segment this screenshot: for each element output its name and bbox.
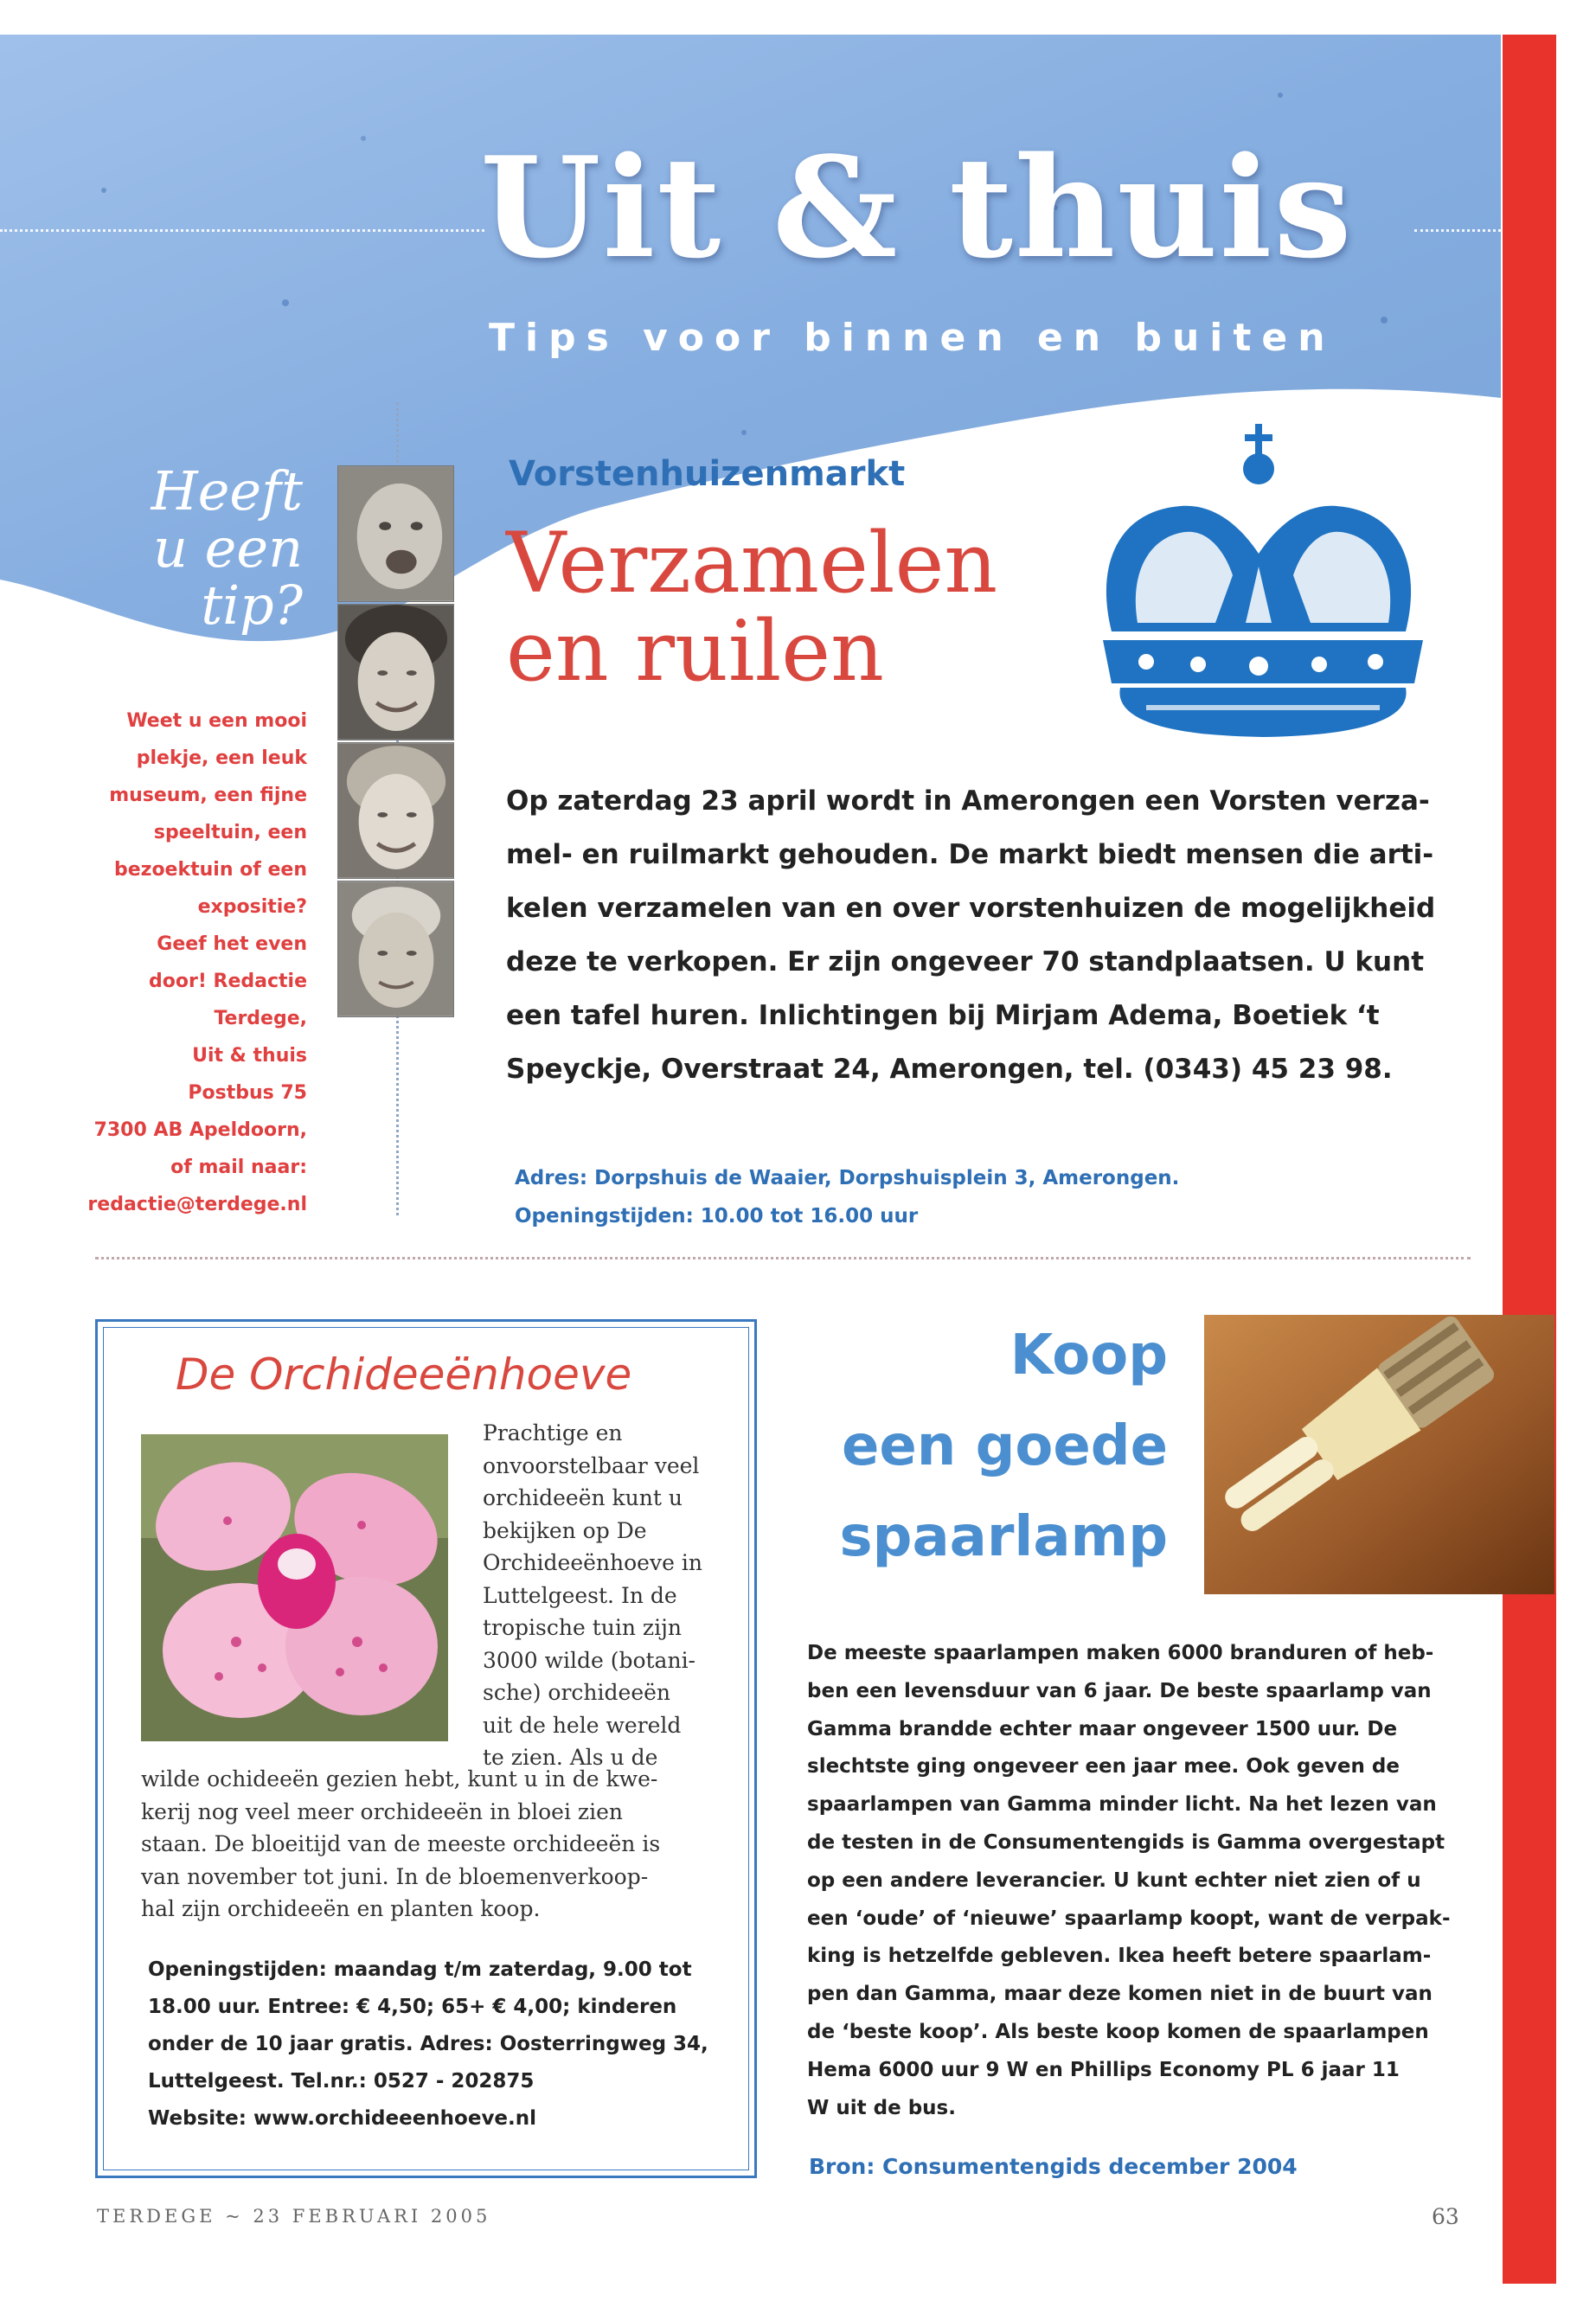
orchid-info-line: onder de 10 jaar gratis. Adres: Oosterringweg 34, [148,2033,708,2055]
headline-line: en ruilen [506,603,884,700]
tip-text-line: of mail naar: [170,1157,307,1178]
orchid-text-line: Prachtige en [483,1420,623,1445]
orchid-website: Website: www.orchideeenhoeve.nl [148,2107,537,2130]
spaarlamp-body-line: Gamma brandde echter maar ongeveer 1500 uur. De [807,1717,1398,1740]
tip-text-line: 7300 AB Apeldoorn, [93,1119,307,1141]
tip-heading [130,459,303,637]
title-dotted-rule-left [0,229,484,232]
tip-text-line: Postbus 75 [188,1082,307,1104]
title-dotted-rule-right [1414,229,1501,232]
article-address: Adres: Dorpshuis de Waaier, Dorpshuisplein 3, Amerongen. [515,1167,1180,1189]
orchid-text-line: uit de hele wereld [483,1712,682,1738]
article-body-line: Op zaterdag 23 april wordt in Amerongen een Vorsten verza- [506,785,1430,817]
portrait-photo-woman-1 [337,604,454,740]
orchid-text-continued [141,1763,729,1926]
spaarlamp-body-line: een ‘oude’ of ‘nieuwe’ spaarlamp koopt, want de verpak- [807,1907,1451,1930]
orchid-info-line: Openingstijden: maandag t/m zaterdag, 9.00 tot [148,1958,692,1981]
portrait-photo-woman-2 [337,742,454,879]
tip-text-line: museum, een fijne [109,785,307,806]
orchid-article-box [95,1319,757,2178]
article-body-line: een tafel huren. Inlichtingen bij Mirjam Adema, Boetiek ‘t [506,1000,1380,1031]
footer-publication: TERDEGE ~ 23 FEBRUARI 2005 [97,2206,491,2227]
orchid-text-line: wilde ochideeën gezien hebt, kunt u in de kwe- [141,1766,658,1791]
section-divider [95,1257,1471,1259]
orchid-info-line: Luttelgeest. Tel.nr.: 0527 - 202875 [148,2070,535,2093]
tip-heading-line: u een [153,516,303,580]
orchid-info [148,1952,736,2138]
page-number: 63 [1432,2204,1459,2229]
spaarlamp-body-line: De meeste spaarlampen maken 6000 branduren of heb- [807,1642,1434,1664]
spaarlamp-body-line: Hema 6000 uur 9 W en Phillips Economy PL 6 jaar 11 [807,2058,1400,2081]
spaarlamp-body-line: op een andere leverancier. U kunt echter niet zien of u [807,1868,1421,1892]
spaarlamp-body-line: spaarlampen van Gamma minder licht. Na het lezen van [807,1793,1437,1817]
orchid-text-line: staan. De bloeitijd van de meeste orchideeën is [141,1831,661,1856]
spaarlamp-body-line: pen dan Gamma, maar deze komen niet in de buurt van [807,1983,1433,2006]
spaarlamp-source: Bron: Consumentengids december 2004 [809,2154,1298,2179]
orchid-text-line: orchideeën kunt u [483,1485,683,1510]
orchid-text-line: Luttelgeest. In de [483,1582,677,1608]
tip-text-line: Weet u een mooi [126,710,307,732]
tip-text-line: door! Redactie [149,971,307,992]
tip-text-line: plekje, een leuk [136,747,307,769]
orchid-text-line: hal zijn orchideeën en planten koop. [141,1896,541,1921]
spaarlamp-body-line: ben een levensduur van 6 jaar. De beste spaarlamp van [807,1679,1432,1702]
article-meta [515,1159,1179,1235]
orchid-text-line: 3000 wilde (botani- [483,1647,696,1673]
spaarlamp-body-line: de testen in de Consumentengids is Gamma overgestapt [807,1830,1445,1854]
spaarlamp-photo [1204,1315,1554,1594]
spaarlamp-headline-line: spaarlamp [839,1505,1168,1569]
portrait-photo-child [337,465,454,602]
tip-text-line: speeltuin, een [153,822,307,843]
article-kicker: Vorstenhuizenmarkt [509,454,906,494]
article-body-line: Speyckje, Overstraat 24, Amerongen, tel. (0343) 45 23 98. [506,1054,1393,1085]
orchid-text-line: van november tot juni. In de bloemenverkoop- [141,1863,649,1889]
orchid-info-line: 18.00 uur. Entree: € 4,50; 65+ € 4,00; kinderen [148,1996,677,2018]
spaarlamp-body-line: king is hetzelfde gebleven. Ikea heeft betere spaarlam- [807,1945,1432,1968]
orchid-photo [141,1434,448,1741]
spaarlamp-body-line: slechtste ging ongeveer een jaar mee. Ook geven de [807,1755,1400,1779]
headline-line: Verzamelen [506,515,998,612]
tip-contact-text [61,702,307,1223]
article-hours: Openingstijden: 10.00 tot 16.00 uur [515,1205,919,1227]
orchid-text-intro [483,1417,751,1774]
orchid-text-line: Orchideeënhoeve in [483,1550,702,1575]
spaarlamp-body [807,1635,1473,2127]
spaarlamp-headline-line: Koop [1010,1324,1168,1388]
orchid-text-line: te zien. Als u de [483,1745,658,1770]
article-body-line: mel- en ruilmarkt gehouden. De markt biedt mensen die arti- [506,839,1434,870]
orchid-text-line: tropische tuin zijn [483,1615,682,1640]
orchid-text-line: bekijken op De [483,1517,647,1543]
red-edge-strip [1503,35,1556,2284]
spaarlamp-body-line: de ‘beste koop’. Als beste koop komen de spaarlampen [807,2020,1429,2043]
tip-text-line: Geef het even [157,933,307,955]
article-body-line: deze te verkopen. Er zijn ongeveer 70 standplaatsen. U kunt [506,946,1425,977]
tip-text-line: Terdege, [214,1008,307,1029]
spaarlamp-headline-line: een goede [841,1414,1168,1478]
section-subtitle: Tips voor binnen en buiten [489,316,1336,360]
orchid-text-line: onvoorstelbaar veel [483,1452,700,1478]
spaarlamp-headline [787,1311,1168,1583]
section-title: Uit & thuis [480,126,1354,289]
crown-illustration [1086,424,1440,753]
portrait-photo-woman-3 [337,881,454,1017]
article-headline [506,515,998,700]
tip-text-line: redactie@terdege.nl [87,1194,307,1215]
tip-text-line: Uit & thuis [192,1045,307,1067]
tip-text-line: expositie? [197,896,307,918]
spaarlamp-body-line: W uit de bus. [807,2096,956,2119]
orchid-text-line: sche) orchideeën [483,1680,671,1705]
orchid-title: De Orchideeënhoeve [176,1349,632,1400]
tip-heading-line: tip? [201,574,303,637]
article-body-line: kelen verzamelen van en over vorstenhuizen de mogelijkheid [506,893,1436,924]
tip-heading-line: Heeft [151,459,303,522]
article-body [506,774,1436,1096]
orchid-text-line: kerij nog veel meer orchideeën in bloei zien [141,1798,623,1824]
tip-text-line: bezoektuin of een [113,859,307,881]
